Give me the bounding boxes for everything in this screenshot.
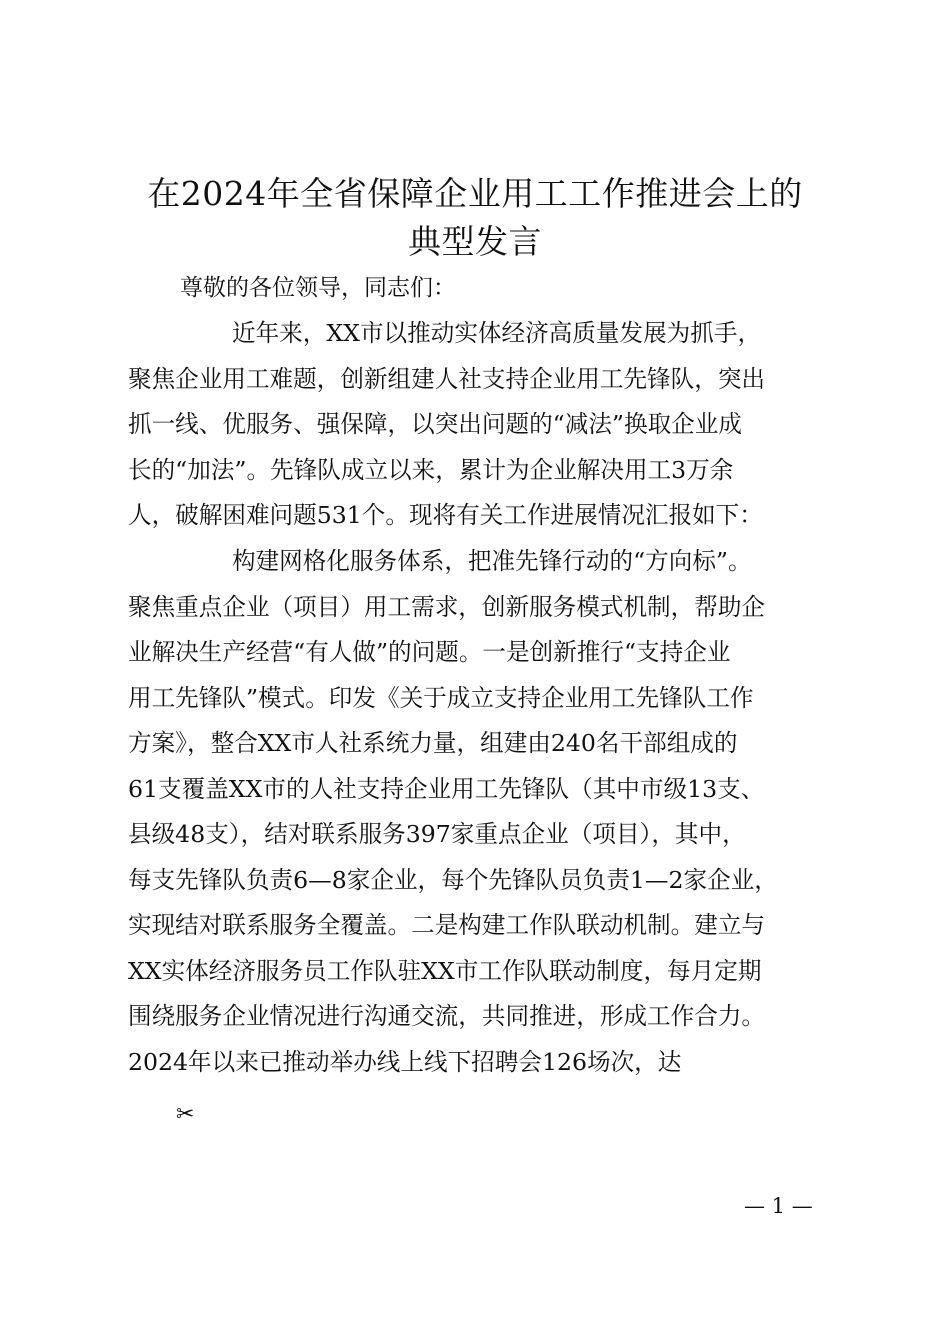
paragraph-line: 构建网格化服务体系，把准先锋行动的“方向标”。 bbox=[232, 547, 752, 575]
document-title bbox=[110, 170, 840, 266]
paragraph-line: XX实体经济服务员工作队驻XX市工作队联动制度，每月定期 bbox=[128, 956, 762, 985]
paragraph-line: 实现结对联系服务全覆盖。二是构建工作队联动机制。建立与 bbox=[128, 911, 766, 939]
title-line-1: 在2024年全省保障企业用工工作推进会上的 bbox=[147, 174, 803, 213]
paragraph-line: 每支先锋队负责6—8家企业，每个先锋队员负责1—2家企业， bbox=[128, 865, 778, 894]
paragraph-line: 2024年以来已推动举办线上线下招聘会126场次，达 bbox=[128, 1047, 682, 1076]
salutation: 尊敬的各位领导，同志们： bbox=[180, 275, 456, 301]
paragraph-grid-service bbox=[128, 539, 828, 1085]
paragraph-line: 业解决生产经营“有人做”的问题。一是创新推行“支持企业 bbox=[128, 638, 731, 666]
paragraph-line: 县级48支），结对联系服务397家重点企业（项目），其中， bbox=[128, 820, 746, 848]
paragraph-line: 聚焦重点企业（项目）用工需求，创新服务模式机制，帮助企 bbox=[128, 592, 766, 621]
paragraph-line: 人，破解困难问题531个。现将有关工作进展情况汇报如下： bbox=[128, 501, 763, 529]
paragraph-intro bbox=[128, 311, 828, 539]
paragraph-line: 抓一线、优服务、强保障，以突出问题的“减法”换取企业成 bbox=[128, 410, 742, 438]
paragraph-line: 61支覆盖XX市的人社支持企业用工先锋队（其中市级13支、 bbox=[128, 774, 765, 803]
paragraph-line: 用工先锋队”模式。印发《关于成立支持企业用工先锋队工作 bbox=[128, 683, 754, 712]
paragraph-line: 围绕服务企业情况进行沟通交流，共同推进，形成工作合力。 bbox=[128, 1002, 766, 1030]
paragraph-line: 方案》，整合XX市人社系统力量，组建由240名干部组成的 bbox=[128, 729, 738, 757]
title-line-2: 典型发言 bbox=[408, 222, 542, 261]
paragraph-line: 近年来，XX市以推动实体经济高质量发展为抓手， bbox=[232, 319, 762, 347]
page-number: — 1 — bbox=[744, 1194, 813, 1218]
scissors-icon: ✂ bbox=[176, 1102, 195, 1127]
paragraph-line: 聚焦企业用工难题，创新组建人社支持企业用工先锋队，突出 bbox=[128, 364, 766, 393]
paragraph-line: 长的“加法”。先锋队成立以来，累计为企业解决用工3万余 bbox=[128, 455, 734, 484]
